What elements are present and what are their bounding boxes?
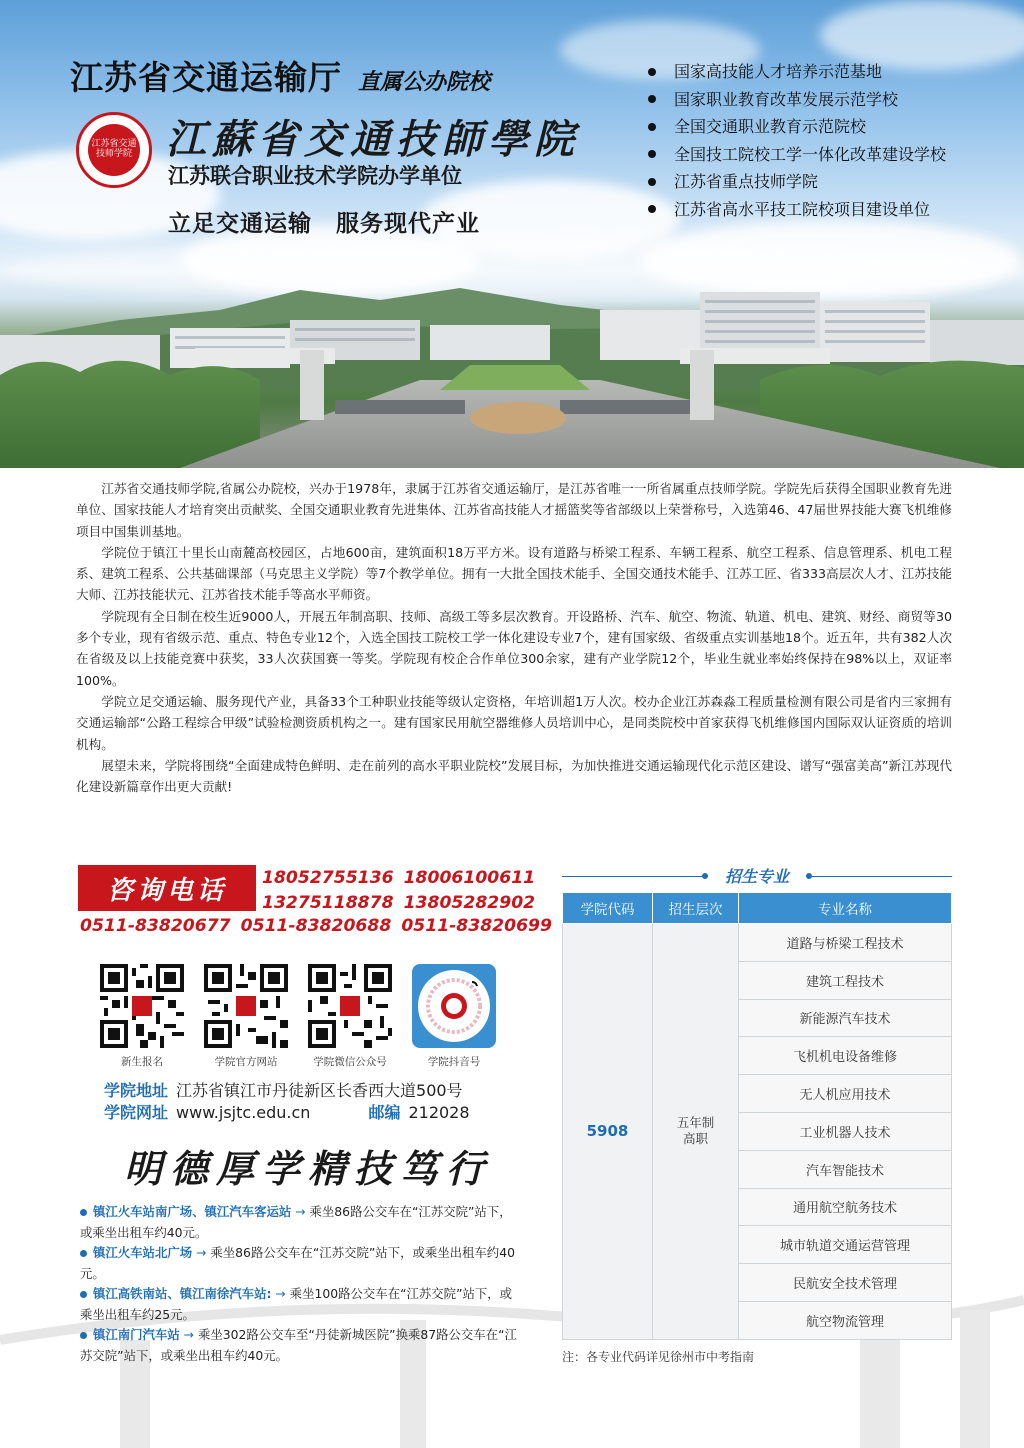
- honor-item: 全国技工院校工学一体化改革建设学校: [648, 141, 946, 169]
- website-link[interactable]: www.jsjtc.edu.cn: [176, 1103, 311, 1122]
- majors-table: [562, 892, 952, 1340]
- honor-item: 江苏省重点技师学院: [648, 168, 946, 196]
- honor-item: 国家高技能人才培养示范基地: [648, 58, 946, 86]
- bullet-icon: [648, 123, 656, 131]
- major-cell: 通用航空航务技术: [739, 1188, 952, 1226]
- arrow-right-icon: →: [192, 1245, 207, 1260]
- qr-website[interactable]: [204, 964, 288, 1069]
- arrow-right-icon: →: [291, 1204, 306, 1219]
- route-item: 镇江火车站北广场 → 乘坐86路公交车在“江苏交院”站下，或乘坐出租车约40元。: [80, 1245, 515, 1281]
- qr-code-icon[interactable]: [100, 964, 184, 1048]
- intro-paragraph: 江苏省交通技师学院,省属公办院校，兴办于1978年，隶属于江苏省交通运输厅，是江苏省唯一一所省属重点技师学院。学院先后获得全国职业教育先进单位、国家技能人才培育突出贡献奖、全国交通职业教育先进集体、江苏省高技能人才摇篮奖等省部级以上荣誉称号，入选第46、47届世界技能大赛飞机维修项目中国集训基地。: [76, 481, 952, 539]
- phone-number[interactable]: 0511-83820699: [401, 916, 552, 936]
- transport-routes: [80, 1202, 518, 1366]
- divider: [806, 876, 952, 877]
- major-cell: 道路与桥梁工程技术: [739, 924, 952, 962]
- header-subtitle: 直属公办院校: [358, 69, 491, 95]
- qr-code-row: [100, 964, 496, 1069]
- qr-code-icon[interactable]: [204, 964, 288, 1048]
- landline-numbers: [80, 916, 562, 936]
- bullet-icon: [80, 1291, 87, 1298]
- phone-number[interactable]: 0511-83820677: [80, 916, 231, 936]
- intro-paragraph: 展望未来，学院将围绕“全面建成特色鲜明、走在前列的高水平职业院校”发展目标，为加快推进交通运输现代化示范区建设、谱写“强富美高”新江苏现代化建设新篇章作出更大贡献!: [76, 757, 952, 795]
- majors-title: 招生专业: [724, 867, 789, 886]
- col-header: 招生层次: [653, 893, 739, 924]
- website-label: 学院网址: [104, 1103, 169, 1122]
- zip-value: 212028: [408, 1103, 470, 1122]
- header-title: 江苏省交通运输厅: [70, 58, 342, 97]
- douyin-qr-icon[interactable]: [412, 964, 496, 1048]
- phone-number[interactable]: 18006100611: [403, 868, 536, 888]
- qr-caption: 新生报名: [121, 1056, 163, 1068]
- consult-label: 咨询电话: [78, 865, 256, 911]
- qr-caption: 学院官方网站: [214, 1056, 278, 1068]
- intro-paragraph: 学院立足交通运输、服务现代产业，具备33个工种职业技能等级认定资格，年培训超1万人次。校办企业江苏森淼工程质量检测有限公司是省内三家拥有交通运输部“公路工程综合甲级”试验检测资质机构之一。建有国家民用航空器维修人员培训中心，是同类院校中首家获得飞机维修国内国际双认证资质的培训机构。: [76, 693, 952, 752]
- phone-number[interactable]: 13805282902: [403, 893, 536, 913]
- mobile-numbers: [262, 866, 545, 916]
- zip-label: 邮编: [368, 1103, 401, 1122]
- major-cell: 民航安全技术管理: [739, 1264, 952, 1302]
- majors-title-bar: [562, 864, 952, 888]
- route-item: 镇江高铁南站、镇江南徐汽车站: → 乘坐100路公交车在“江苏交院”站下，或乘坐出租车约25元。: [80, 1286, 513, 1322]
- major-cell: 建筑工程技术: [739, 961, 952, 999]
- honor-item: 全国交通职业教育示范院校: [648, 113, 946, 141]
- honor-item: 国家职业教育改革发展示范学校: [648, 86, 946, 114]
- major-cell: 汽车智能技术: [739, 1150, 952, 1188]
- address-label: 学院地址: [104, 1081, 169, 1100]
- major-cell: 飞机机电设备维修: [739, 1037, 952, 1075]
- school-motto: 明德厚学精技笃行: [124, 1146, 493, 1191]
- union-line: 江苏联合职业技术学院办学单位: [168, 164, 462, 188]
- route-item: 镇江南门汽车站 → 乘坐302路公交车至“丹徒新城医院”换乘87路公交车在“江苏交院”站下，或乘坐出租车约40元。: [80, 1327, 517, 1363]
- majors-note: 注：各专业代码详见徐州市中考指南: [562, 1350, 755, 1364]
- bullet-icon: [80, 1250, 87, 1257]
- qr-code-icon[interactable]: [308, 964, 392, 1048]
- intro-text: [76, 478, 952, 797]
- header-title-row: [70, 52, 490, 99]
- logo-text: 江苏省交通技师学院: [88, 124, 140, 176]
- qr-enrollment[interactable]: [100, 964, 184, 1069]
- honors-list: [648, 58, 946, 223]
- enroll-level: 五年制 高职: [653, 924, 739, 1340]
- school-code: 5908: [563, 924, 653, 1340]
- bullet-icon: [648, 178, 656, 186]
- honor-item: 江苏省高水平技工院校项目建设单位: [648, 196, 946, 224]
- bullet-icon: [80, 1209, 87, 1216]
- arrow-right-icon: →: [179, 1327, 195, 1342]
- col-header: 学院代码: [563, 893, 653, 924]
- divider: [562, 876, 708, 877]
- phone-number[interactable]: 13275118878: [262, 893, 394, 913]
- qr-douyin[interactable]: [412, 964, 496, 1069]
- bullet-icon: [648, 95, 656, 103]
- major-cell: 无人机应用技术: [739, 1075, 952, 1113]
- route-item: 镇江火车站南广场、镇江汽车客运站 → 乘坐86路公交车在“江苏交院”站下，或乘坐出租车约40元。: [80, 1204, 512, 1240]
- slogan: 立足交通运输 服务现代产业: [168, 210, 480, 237]
- school-logo-icon: [76, 112, 152, 188]
- major-cell: 航空物流管理: [739, 1301, 952, 1339]
- phone-number[interactable]: 18052755136: [262, 868, 394, 888]
- contact-address: [104, 1080, 470, 1124]
- arrow-right-icon: →: [271, 1286, 286, 1301]
- qr-wechat[interactable]: [308, 964, 392, 1069]
- major-cell: 工业机器人技术: [739, 1112, 952, 1150]
- campus-photo: [0, 280, 1024, 468]
- bullet-icon: [80, 1332, 87, 1339]
- bullet-icon: [648, 205, 656, 213]
- qr-caption: 学院微信公众号: [313, 1056, 387, 1068]
- phone-number[interactable]: 0511-83820688: [240, 916, 392, 936]
- intro-paragraph: 学院现有全日制在校生近9000人，开展五年制高职、技师、高级工等多层次教育。开设路桥、汽车、航空、物流、轨道、机电、建筑、财经、商贸等30多个专业，现有省级示范、重点、特色专业12个，入选全国技工院校工学一体化建设专业7个，建有国家级、省级重点实训基地18个。近五年，共有382人次在省级及以上技能竞赛中获奖，33人次获国赛一等奖。学院现有校企合作单位300余家，建有产业学院12个，毕业生就业率始终保持在98%以上，双证率100%。: [76, 608, 952, 688]
- address-value: 江苏省镇江市丹徒新区长香西大道500号: [176, 1081, 463, 1100]
- major-cell: 城市轨道交通运营管理: [739, 1226, 952, 1264]
- bullet-icon: [648, 68, 656, 76]
- intro-paragraph: 学院位于镇江十里长山南麓高校园区，占地600亩，建筑面积18万平方米。设有道路与桥梁工程系、车辆工程系、航空工程系、信息管理系、机电工程系、建筑工程系、公共基础课部（马克思主义学院）等7个教学单位。拥有一大批全国技术能手、全国交通技术能手、江苏工匠、省333高层次人才、江苏技能大师、江苏技能状元、江苏省技术能手等高水平师资。: [76, 544, 952, 603]
- school-name: 江蘇省交通技師學院: [166, 116, 580, 163]
- major-cell: 新能源汽车技术: [739, 999, 952, 1037]
- dot-icon: [702, 873, 708, 879]
- col-header: 专业名称: [739, 893, 952, 924]
- hero-banner: [0, 0, 1024, 468]
- qr-caption: 学院抖音号: [427, 1056, 481, 1068]
- bullet-icon: [648, 150, 656, 158]
